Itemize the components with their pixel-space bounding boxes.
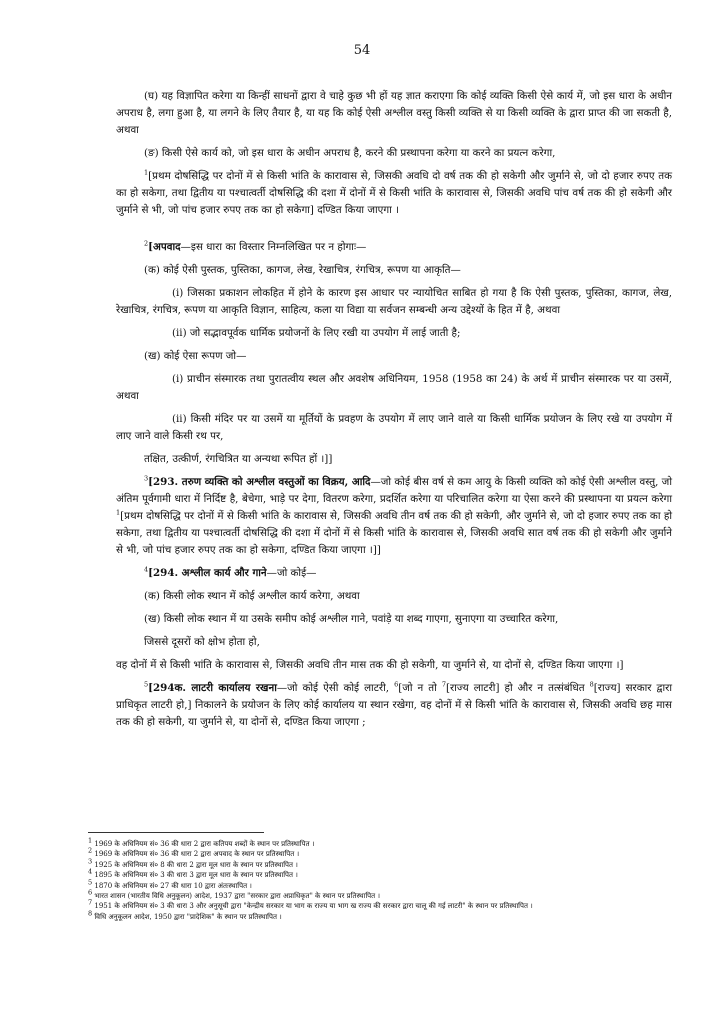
- exception-sub-i: (i) जिसका प्रकाशन लोकहित में होने के कारण इस आधार पर न्यायोचित साबित हो गया है कि ऐसी पुस्तक, पुस्तिका, कागज, लेख, रेखाचित्र, रंगचित्र, रूपण या आकृति विज्ञान, साहित्य, कला या विद्या या सर्वजन सम्बन्धी अन्य उद्देश्यों के हित में है, अथवा: [116, 287, 672, 316]
- footnote: $^4$ 1895 के अधिनियम सं० 3 की धारा 3 द्वारा मूल धारा के स्थान पर प्रतिस्थापित ।: [88, 867, 298, 880]
- section-294-clause-kha: (ख) किसी लोक स्थान में या उसके समीप कोई अश्लील गाने, पवांड़े या शब्द गाएगा, सुनाएगा या उच्चारित करेगा,: [144, 613, 559, 625]
- footnote-ref: 3: [144, 474, 149, 483]
- exception-kha-sub-ii: (ii) किसी मंदिर पर या उसमें या मूर्तियों के प्रवहण के उपयोग में लाए जाने वाले या किसी धार्मिक प्रयोजन के लिए रखे या उपयोग में लाए जाने वाले किसी रथ पर,: [116, 413, 672, 442]
- footnote-ref: 5: [144, 680, 149, 689]
- section-294: $^4$[294. अश्लील कार्य और गाने—जो कोई—: [144, 565, 317, 579]
- footnote-ref: 1: [116, 508, 121, 517]
- footnote: $^2$ 1969 के अधिनियम सं० 36 की धारा 2 द्वारा अपवाद के स्थान पर प्रतिस्थापित ।: [88, 847, 300, 859]
- footnote-ref: 1: [144, 168, 149, 177]
- footnote: $^1$ 1969 के अधिनियम सं० 36 की धारा 2 द्वारा कतिपय शब्दों के स्थान पर प्रतिस्थापित ।: [88, 836, 315, 848]
- section-293: $^3$[293. तरुण व्यक्ति को अश्लील वस्तुओं का विक्रय, आदि—जो कोई बीस वर्ष से कम आयु के किसी व्यक्ति को कोई ऐसी अश्लील वस्तु, जो अंतिम पूर्वगामी धारा में निर्दिष्ट है, बेचेगा, भाड़े पर देगा, वितरण करेगा, प्रदर्शित करेगा या परिचालित करेगा या ऐसा करने की प्रस्थापना या प्रयत्न करेगा $^1$[प्रथम दोषसिद्धि पर दोनों में से किसी भांति के कारावास से, जिसकी अवधि तीन वर्ष तक की हो सकेगी, और जुर्माने से, जो दो हजार रुपए तक का हो सकेगा, तथा द्वितीय या पश्चात्वर्ती दोषसिद्धि की दशा में दोनों में से किसी भांति के कारावास से, जिसकी अवधि सात वर्ष तक की हो सकेगी और जुर्माने से भी, जो पांच हजार रुपए तक का हो सकेगा, दण्डित किया जाएगा ।]]: [116, 474, 672, 556]
- section-293-heading: [293. तरुण व्यक्ति को अश्लील वस्तुओं का विक्रय, आदि: [148, 476, 371, 488]
- footnote: $^5$ 1870 के अधिनियम सं० 27 की धारा 10 द्वारा अंतःस्थापित ।: [88, 878, 252, 890]
- footnote-ref: 8: [589, 680, 594, 689]
- footnote-ref: 6: [394, 680, 399, 689]
- footnote-ref: 2: [144, 239, 149, 248]
- section-294-heading: [294. अश्लील कार्य और गाने: [148, 567, 267, 579]
- footnote-divider: [88, 832, 264, 833]
- document-body: [116, 88, 672, 737]
- section-294-punishment: वह दोनों में से किसी भांति के कारावास से, जिसकी अवधि तीन मास तक की हो सकेगी, या जुर्माने से, या दोनों से, दण्डित किया जाएगा ।]: [116, 659, 624, 671]
- exception-clause-ka: (क) कोई ऐसी पुस्तक, पुस्तिका, कागज, लेख, रेखाचित्र, रंगचित्र, रूपण या आकृति—: [144, 264, 461, 276]
- footnote-ref: 7: [441, 680, 446, 689]
- footnote-ref: 4: [144, 565, 149, 574]
- exception-heading: $^2$[अपवाद—इस धारा का विस्तार निम्नलिखित पर न होगाः—: [144, 239, 367, 253]
- clause-nga: (ङ) किसी ऐसे कार्य को, जो इस धारा के अधीन अपराध है, करने की प्रस्थापना करेगा या करने का प्रयत्न करेगा,: [144, 147, 556, 159]
- exception-sub-ii: (ii) जो सद्भावपूर्वक धार्मिक प्रयोजनों के लिए रखी या उपयोग में लाई जाती है;: [172, 327, 461, 339]
- page-number: 54: [353, 43, 371, 58]
- section-294a-heading: [294क. लाटरी कार्यालय रखना: [148, 682, 277, 694]
- footnote: $^6$ भारत शासन (भारतीय विधि अनुकूलन) आदेश, 1937 द्वारा "सरकार द्वारा अप्राधिकृत" के स्थान पर प्रतिस्थापित ।: [88, 888, 380, 901]
- exception-clause-kha: (ख) कोई ऐसा रूपण जो—: [144, 350, 247, 362]
- footnote: $^8$ विधि अनुकूलन आदेश, 1950 द्वारा "प्रादेशिक" के स्थान पर प्रतिस्थापित ।: [88, 909, 282, 921]
- exception-kha-sub-i: (i) प्राचीन संस्मारक तथा पुरातत्वीय स्थल और अवशेष अधिनियम, 1958 (1958 का 24) के अर्थ में प्राचीन संस्मारक पर या उसमें, अथवा: [116, 373, 672, 402]
- footnotes: [88, 836, 678, 922]
- punishment-paragraph: $^1$[प्रथम दोषसिद्धि पर दोनों में से किसी भांति के कारावास से, जिसकी अवधि दो वर्ष तक की हो सकेगी और जुर्माने से, जो दो हजार रुपए तक का हो सकेगा, तथा द्वितीय या पश्चात्वर्ती दोषसिद्धि की दशा में दोनों में से किसी भांति के कारावास से, जिसकी अवधि पांच वर्ष तक की हो सकेगी और जुर्माने से भी, जो पांच हजार रुपए तक का हो सकेगा] दण्डित किया जाएगा ।: [116, 168, 672, 216]
- footnote: $^3$ 1925 के अधिनियम सं० 8 की धारा 2 द्वारा मूल धारा के स्थान पर प्रतिस्थापित ।: [88, 857, 298, 869]
- section-294-clause-ka: (क) किसी लोक स्थान में कोई अश्लील कार्य करेगा, अथवा: [144, 590, 360, 602]
- footnote: $^7$ 1951 के अधिनियम सं० 3 की धारा 3 और अनुसूची द्वारा "केन्द्रीय सरकार या भाग क राज्य या भाग ख राज्य की सरकार द्वारा चालू की गई लाटरी" के स्थान पर प्रतिस्थापित ।: [88, 899, 533, 911]
- section-294a: $^5$[294क. लाटरी कार्यालय रखना—जो कोई ऐसी कोई लाटरी, $^6$[जो न तो $^7$[राज्य लाटरी] हो और न तत्संबंधित $^8$[राज्य] सरकार द्वारा प्राधिकृत लाटरी हो,] निकालने के प्रयोजन के लिए कोई कार्यालय या स्थान रखेगा, वह दोनों में से किसी भांति के कारावास से, जिसकी अवधि छह मास तक की हो सकेगी, या जुर्माने से, या दोनों से, दण्डित किया जाएगा ;: [116, 680, 672, 728]
- clause-gha: (घ) यह विज्ञापित करेगा या किन्हीं साधनों द्वारा वे चाहे कुछ भी हों यह ज्ञात कराएगा कि कोई व्यक्ति किसी ऐसे कार्य में, जो इस धारा के अधीन अपराध है, लगा हुआ है, या लगने के लिए तैयार है, या यह कि कोई ऐसी अश्लील वस्तु किसी व्यक्ति से या किसी व्यक्ति के द्वारा प्राप्त की जा सकती है, अथवा: [116, 90, 672, 136]
- section-294-condition: जिससे दूसरों को क्षोभ होता हो,: [144, 636, 260, 648]
- exception-closing: तक्षित, उत्कीर्ण, रंगचित्रित या अन्यथा रूपित हों ।]]: [144, 453, 333, 465]
